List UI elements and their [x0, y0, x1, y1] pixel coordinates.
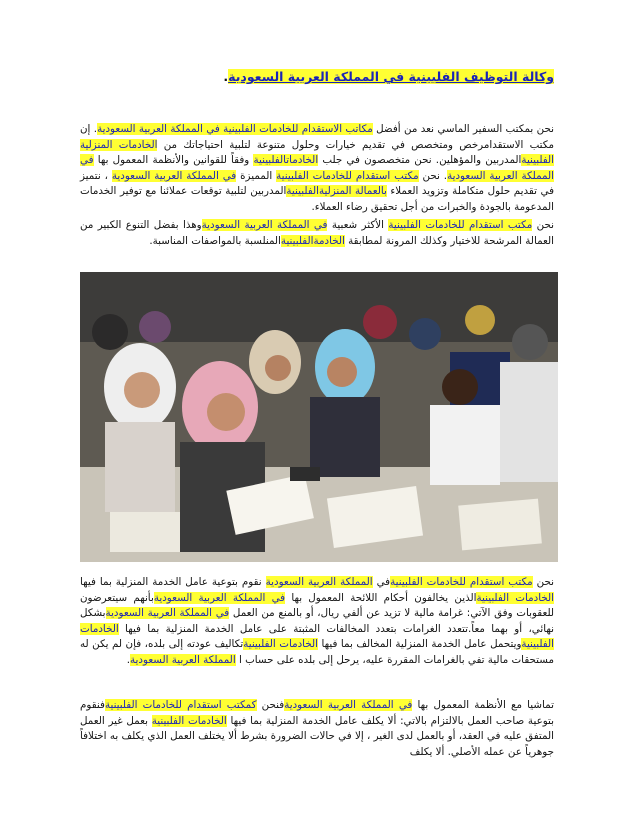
article-title: [80, 68, 554, 86]
highlighted-link[interactable]: الخادمات المنزلية الفلبينية: [80, 138, 554, 167]
text-run: ويتحمل عامل الخدمة المنزلية المخالف بما فيها: [317, 638, 522, 651]
text-run: المدربين لتلبية توقعات عملائنا مع توفير الخدمات المدعومة بالجودة والخبرات من أجل تحقيق رضاء العملاء.: [80, 185, 554, 213]
highlighted-link[interactable]: مكتب استقدام للخادمات الفلبينية: [390, 576, 533, 588]
highlighted-link[interactable]: في المملكة العربية السعودية: [111, 169, 237, 182]
paragraph-violations: [80, 575, 554, 669]
text-run: الأكثر شعبية: [327, 219, 389, 231]
text-run: المنلسبة بالمواصفات المناسبة.: [149, 234, 281, 247]
text-run: المدربين والمؤهلين. نحن متخصصون في جلب: [318, 154, 522, 167]
text-run: بأنهم سيتعرضون للعقوبات وفق الآتي: غرامة مالية لا تزيد عن ألفي ريال، أو بالمنع من العمل: [80, 591, 554, 620]
highlighted-link[interactable]: الخادمات الفلبينية: [151, 714, 227, 727]
paragraph-intro: [80, 122, 554, 216]
title-period: .: [223, 69, 229, 84]
text-run: وهذا بفضل التنوع الكبير من العمالة المرشحة للاختيار وكذلك المرونة لمطابقة: [80, 219, 554, 247]
highlighted-link[interactable]: بالعمالة المنزليةالفلبينية: [286, 185, 387, 198]
highlighted-link[interactable]: في المملكة العربية السعودية: [105, 607, 230, 620]
text-run: في: [372, 576, 391, 588]
text-run: فنقوم بتوعية صاحب العمل بالالتزام بالاتي: ألا يكلف عامل الخدمة المنزلية بما فيها: [80, 699, 554, 727]
text-run: بعمل غير العمل المتفق عليه في العقد، أو بالعمل لدى الغير ، إلا في حالات الضرورة بشرط ألا يختلف العمل الذي يكلف به اختلافاً جوهرياً عن عمله الأصلي. ألا يكلف: [80, 714, 554, 758]
photo-illustration: [80, 272, 558, 562]
highlighted-link[interactable]: الخادمةالفلبينية: [280, 234, 345, 247]
highlighted-link[interactable]: المملكة العربية السعودية: [130, 653, 236, 666]
highlighted-link[interactable]: الخادماتالفلبينية: [253, 154, 319, 167]
highlighted-link[interactable]: المملكة العربية السعودية: [265, 576, 373, 588]
paragraph-popularity: [80, 218, 554, 249]
text-run: وفقاً للقوانين والأنظمة المعمول بها: [93, 154, 254, 167]
highlighted-link[interactable]: مكتب استقدام للخادمات الفلبينية: [388, 219, 533, 231]
text-run: الذين يخالفون أحكام اللائحة المعمول بها: [285, 591, 477, 604]
text-run: نحن بمكتب السفير الماسي نعد من أفضل: [372, 123, 555, 135]
highlighted-link[interactable]: في المملكة العربية السعودية: [153, 591, 286, 604]
text-run: بشكل نهائي، أو بهما معاً.تتعدد الغرامات بتعدد المخالفات المثبتة على عامل الخدمة المنزلية بما فيها: [80, 607, 554, 635]
highlighted-link[interactable]: في المملكة العربية السعودية: [80, 154, 554, 182]
text-run: المميزة: [236, 169, 277, 182]
text-run: نحن: [532, 576, 554, 588]
text-run: . نحن: [418, 169, 448, 182]
text-run: . إن مكتب الاستقدامرخص ومتخصص في تقديم خيارات وحلول متنوعة لتلبية احتياجاتك من: [80, 123, 554, 151]
highlighted-link[interactable]: الخادمات الفلبينية: [476, 591, 554, 604]
text-run: .: [126, 653, 131, 666]
text-run: ، نتميز في تقديم حلول متكاملة وتزويد العملاء: [80, 169, 554, 198]
text-run: نقوم بتوعية عامل الخدمة المنزلية بما فيها: [80, 576, 266, 588]
text-run: تكاليف عودته إلى بلده، فإن لم يكن له مستحقات مالية تفي بالغرامات المقررة عليه، يرحل إلى بلده على حساب ا: [80, 638, 554, 666]
highlighted-link[interactable]: في المملكة العربية السعودية: [284, 699, 413, 711]
highlighted-link[interactable]: مكتب استقدام للخادمات الفلبينية: [276, 169, 419, 182]
text-run: نحن: [532, 219, 554, 231]
highlighted-link[interactable]: الخادمات الفلبينية: [243, 638, 318, 651]
recruitment-photo: [80, 272, 558, 562]
text-run: تماشيا مع الأنظمة المعمول بها: [412, 699, 554, 711]
paragraph-employer-duties: [80, 698, 554, 760]
title-highlight[interactable]: وكالة التوظيف الفلبينية في المملكة العربية السعودية: [228, 69, 554, 84]
highlighted-link[interactable]: كمكتب استقدام للخادمات الفلبينية: [104, 699, 257, 711]
highlighted-link[interactable]: مكاتب الاستقدام للخادمات الفلبينية في المملكة العربية السعودية: [97, 123, 373, 135]
highlighted-link[interactable]: في المملكة العربية السعودية: [201, 219, 328, 231]
highlighted-link[interactable]: الخادمات الفلبينية: [80, 622, 554, 651]
text-run: فنحن: [256, 699, 285, 711]
